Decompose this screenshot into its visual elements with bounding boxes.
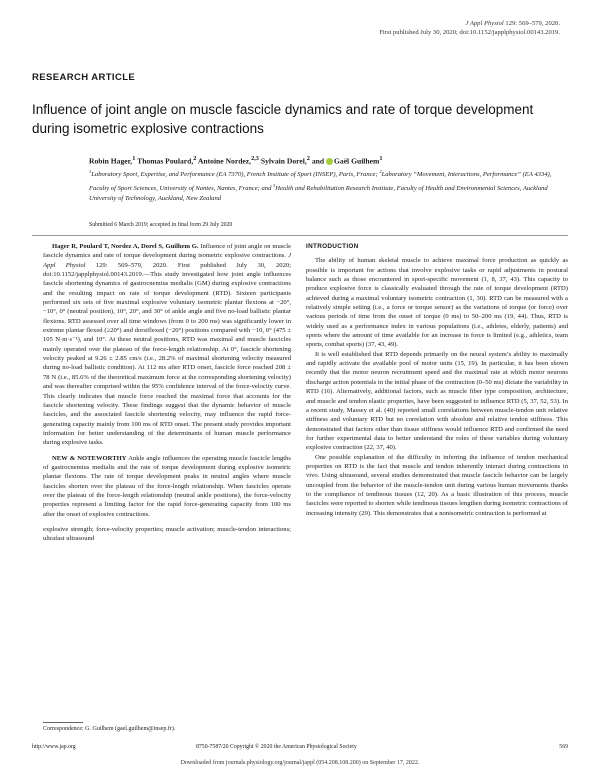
author-name[interactable]: Thomas Poulard, — [137, 156, 194, 166]
intro-paragraph: One possible explanation of the difficulty in inferring the influence of tendon mechanical properties on RTD is the fact that muscle and tendon inherently interact during contractions in vivo. Using ultrasound, several studies demonstrated that muscle fascicle behavior can be largely uncoupled from the behavior of the muscle-tendon unit during various human movements thanks to the compliance of tendinous tissues (12, 20). As a basic illustration of this process, muscle fascicles were reported to shorten while tendinous tissues lengthen during isometric contractions of increasing intensity (29). This demonstrates that a nonisometric contraction is performed at — [306, 453, 568, 517]
author-affil-mark: 2,3 — [251, 155, 259, 162]
author-affil-mark: 2 — [306, 155, 310, 162]
abstract-citation-rest: 129: 569–579, 2020. First published July 30, 2020; doi:10.1152/japplphysiol.00143.2019.— — [43, 261, 291, 279]
introduction-heading: INTRODUCTION — [306, 243, 359, 250]
download-notice: Downloaded from journals.physiology.org/journal/jappl (054.208.108.200) on September 17, 2022. — [180, 760, 420, 766]
journal-header — [379, 19, 560, 37]
footnote-divider — [43, 722, 83, 723]
journal-name: J Appl Physiol — [465, 20, 504, 27]
author-affil-mark: 1 — [132, 155, 136, 162]
correspondence: Correspondence: G. Guilhem (gael.guilhem@insep.fr). — [43, 726, 176, 732]
abstract-body: This study investigated how joint angle influences fascicle shortening dynamics of gastrocnemius medialis (GM) during explosive contractions and the resulting impact on rate of torque development (RTD). Sixteen participants performed six sets of five maximal explosive voluntary isometric plantar flexions at −20°, −10°, 0° (neutral position), 10°, 20°, and 30° of ankle angle and five no-load ballistic plantar flexions. RTD assessed over all time windows (from 0 to 200 ms) was significantly lower in extreme plantar flexed (≥20°) and dorsiflexed (−20°) positions compared with −10, 0° (475 ± 105 N·m·s⁻¹), and 10°. At these neutral positions, RTD was maximal and muscle fascicles mainly operated over the plateau of the force-length relationship. At 0°, fascicle shortening velocity peaked at 9.26 ± 2.85 cm/s (i.e., 28.2% of maximal shortening velocity measured during no-load ballistic condition). At 112 ms after RTD onset, fascicle force reached 208 ± 78 N (i.e., 85.6% of the theoretical maximum force at the corresponding shortening velocity) and was thereafter comprised within the 95% confidence interval of the force-velocity curve. This clearly indicates that muscle force reached the maximal force that accounts for the fascicle shortening velocity. These findings suggest that the dynamic behavior of muscle fascicles, and the associated fascicle shortening velocity, may influence the rapid force-generating capacity mainly from 100 ms of RTD onset. The present study provides important information for better understanding of the determinants of human muscle performance during explosive tasks. — [43, 271, 291, 447]
affiliations — [89, 167, 571, 205]
author-affil-mark: 2 — [193, 155, 197, 162]
author-name[interactable]: Robin Hager, — [89, 156, 133, 166]
journal-url-link[interactable]: http://www.jap.org — [32, 744, 76, 750]
abstract-citation-authors: Hager R, Poulard T, Nordez A, Dorel S, Guilhem G. — [52, 243, 199, 250]
new-noteworthy-text: Ankle angle influences the operating muscle fascicle lengths of gastrocnemius medialis and the rate of torque development during explosive isometric plantar flexions. The rate of torque development peaks in neutral angles where muscle fascicles shorten over the plateau of the force-length relationship. When fascicles operate over the plateau of the force-length relationship (neutral ankle positions), the force-velocity properties represent a limiting factor for the rapid force-generating capacity from 100 ms after the onset of explosive contractions. — [43, 454, 292, 518]
affiliation: Laboratory Sport, Expertise, and Performance (EA 7370), French Institute of Sport (INSEP), Paris, France; — [91, 171, 378, 179]
new-noteworthy — [43, 454, 291, 519]
new-noteworthy-label: NEW & NOTEWORTHY — [52, 454, 127, 462]
affiliation: Laboratory “Movement, Interactions, Performance” (EA 4334), Faculty of Sport Sciences, University of Nantes, Nantes, France; and — [89, 171, 552, 192]
submission-dates: Submitted 6 March 2019; accepted in final form 29 July 2020 — [89, 222, 233, 228]
introduction-column — [306, 242, 568, 518]
author-list — [89, 155, 383, 166]
intro-paragraph: The ability of human skeletal muscle to achieve maximal force production as quickly as possible is important for actions that involve explosive tasks or rapid adjustments in postural balance such as those encountered in sport-specific movement (1, 8, 37, 43). This capacity to produce explosive force is classically evaluated through the rate of torque development (RTD) achieved during a maximal voluntary isometric contraction (1, 30). RTD can be measured with a relatively simple setting (i.e., a force or torque sensor) as the variations of torque (or force) over various periods of time from the onset of torque (0 ms) to 50–200 ms (19, 44). Thus, RTD is widely used as a performance index in various populations (i.e., athletes, elderly, patients) and sports where the amount of time available for an increase in force is limited (e.g., athletics, team sports, combat sports) (37, 43, 49). — [306, 257, 568, 349]
article-title: Influence of joint angle on muscle fascicle dynamics and rate of torque development during isometric explosive contractions — [32, 102, 534, 136]
divider — [32, 235, 568, 236]
abstract-citation-journal: J Appl Physiol — [43, 252, 291, 269]
affil-mark: 1 — [89, 169, 92, 174]
published-line: First published July 30, 2020; doi:10.1152/japplphysiol.00143.2019. — [379, 29, 560, 36]
journal-citation: 129: 569–579, 2020. — [505, 20, 560, 27]
intro-paragraph: It is well established that RTD depends primarily on the neural system’s ability to maximally and rapidly activate the available pool of motor units (15, 19). In particular, it has been shown recently that the motor neuron recruitment speed and the maximal rate at which motor neurons discharge action potentials in the initial phase of the contraction (0–50 ms) dictate the variability in RTD (16). Alternatively, additional factors, such as muscle fiber type composition, architecture, and muscle and tendon elastic properties, have been suggested to influence RTD (5, 37, 52, 53). In a recent study, Massey et al. (40) reported small correlations between muscle-tendon unit relative stiffness and voluntary RTD but no correlation with absolute and relative tendon stiffness. This demonstrated that factors other than tissue stiffness would influence RTD and confirmed the need for further experimental data to better understand the roles of these variables during voluntary explosive contraction (22, 37, 40). — [306, 350, 568, 452]
section-label: RESEARCH ARTICLE — [32, 72, 136, 83]
affil-mark: 3 — [273, 182, 276, 188]
abstract-column — [43, 242, 291, 544]
orcid-icon[interactable] — [326, 158, 333, 165]
page-number: 569 — [559, 744, 568, 750]
affiliation: Health and Rehabilitation Research Institute, Faculty of Health and Environmental Sciences, Auckland University of Technology, Auckland, New Zealand — [89, 184, 548, 203]
keywords: explosive strength; force-velocity properties; muscle activation; muscle-tendon interactions; ultrafast ultrasound — [43, 525, 291, 543]
copyright: 8750-7587/20 Copyright © 2020 the American Physiological Society — [196, 744, 357, 750]
abstract-citation-title: Influence of joint angle on muscle fascicle dynamics and rate of torque development during isometric explosive contractions. — [43, 243, 291, 260]
abstract — [43, 242, 291, 448]
author-conjunction: and — [311, 156, 325, 166]
affil-mark: 2 — [379, 169, 382, 174]
author-name[interactable]: Antoine Nordez, — [197, 156, 252, 166]
author-name[interactable]: Gaël Guilhem — [333, 156, 380, 166]
author-name[interactable]: Sylvain Dorel, — [260, 156, 307, 166]
author-affil-mark: 1 — [379, 155, 383, 162]
